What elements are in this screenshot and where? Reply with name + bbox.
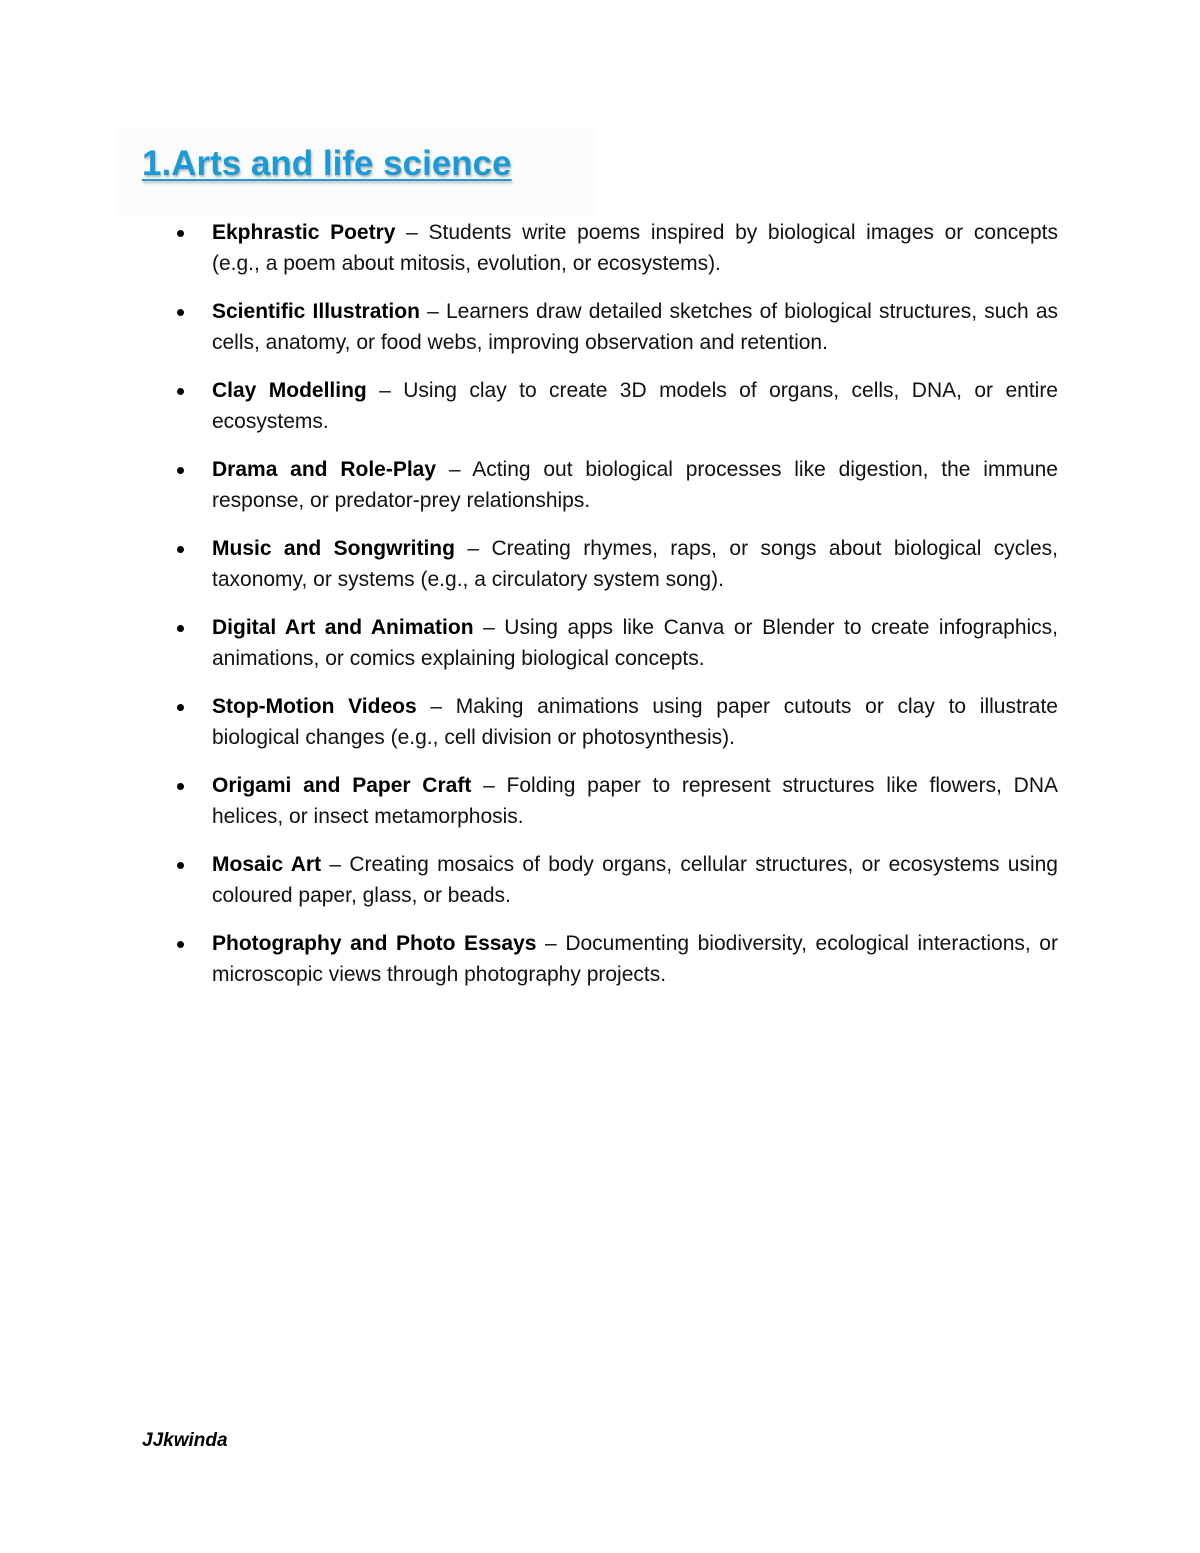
bullet-icon <box>177 783 184 790</box>
page-title: 1.Arts and life science <box>142 144 512 183</box>
activity-list <box>175 217 1058 1007</box>
bullet-icon <box>177 467 184 474</box>
item-separator: – <box>416 695 456 718</box>
list-item <box>175 849 1058 911</box>
list-item <box>175 217 1058 279</box>
item-term: Mosaic Art <box>212 853 322 876</box>
item-separator: – <box>454 537 492 560</box>
bullet-icon <box>177 388 184 395</box>
bullet-icon <box>177 704 184 711</box>
item-separator: – <box>536 932 566 955</box>
item-description: Students write poems inspired by biological images or concepts (e.g., a poem about mitosis, evolution, or ecosystems). <box>212 221 1058 275</box>
item-description: Acting out biological processes like digestion, the immune response, or predator-prey relationships. <box>212 458 1058 512</box>
item-term: Origami and Paper Craft <box>212 774 472 797</box>
footer-author: JJkwinda <box>142 1430 228 1451</box>
list-item <box>175 928 1058 990</box>
item-separator: – <box>366 379 404 402</box>
bullet-icon <box>177 941 184 948</box>
bullet-icon <box>177 230 184 237</box>
item-description: Learners draw detailed sketches of biological structures, such as cells, anatomy, or food webs, improving observation and retention. <box>212 300 1058 354</box>
item-term: Photography and Photo Essays <box>212 932 537 955</box>
item-term: Clay Modelling <box>212 379 367 402</box>
bullet-icon <box>177 625 184 632</box>
bullet-icon <box>177 309 184 316</box>
list-item <box>175 533 1058 595</box>
item-term: Stop-Motion Videos <box>212 695 417 718</box>
list-item <box>175 375 1058 437</box>
item-separator: – <box>471 774 507 797</box>
list-item <box>175 770 1058 832</box>
bullet-icon <box>177 862 184 869</box>
item-term: Ekphrastic Poetry <box>212 221 396 244</box>
item-description: Using apps like Canva or Blender to create infographics, animations, or comics explaining biological concepts. <box>212 616 1058 670</box>
item-description: Using clay to create 3D models of organs, cells, DNA, or entire ecosystems. <box>212 379 1058 433</box>
list-item <box>175 612 1058 674</box>
item-separator: – <box>321 853 350 876</box>
item-description: Folding paper to represent structures like flowers, DNA helices, or insect metamorphosis. <box>212 774 1058 828</box>
list-item <box>175 296 1058 358</box>
list-item <box>175 691 1058 753</box>
item-term: Digital Art and Animation <box>212 616 474 639</box>
item-term: Scientific Illustration <box>212 300 420 323</box>
item-description: Making animations using paper cutouts or clay to illustrate biological changes (e.g., cell division or photosynthesis). <box>212 695 1058 749</box>
item-separator: – <box>419 300 446 323</box>
item-separator: – <box>395 221 429 244</box>
item-separator: – <box>436 458 473 481</box>
item-separator: – <box>473 616 505 639</box>
item-term: Drama and Role-Play <box>212 458 437 481</box>
item-description: Creating rhymes, raps, or songs about biological cycles, taxonomy, or systems (e.g., a circulatory system song). <box>212 537 1058 591</box>
list-item <box>175 454 1058 516</box>
item-description: Documenting biodiversity, ecological interactions, or microscopic views through photography projects. <box>212 932 1058 986</box>
item-description: Creating mosaics of body organs, cellular structures, or ecosystems using coloured paper, glass, or beads. <box>212 853 1058 907</box>
bullet-icon <box>177 546 184 553</box>
item-term: Music and Songwriting <box>212 537 455 560</box>
